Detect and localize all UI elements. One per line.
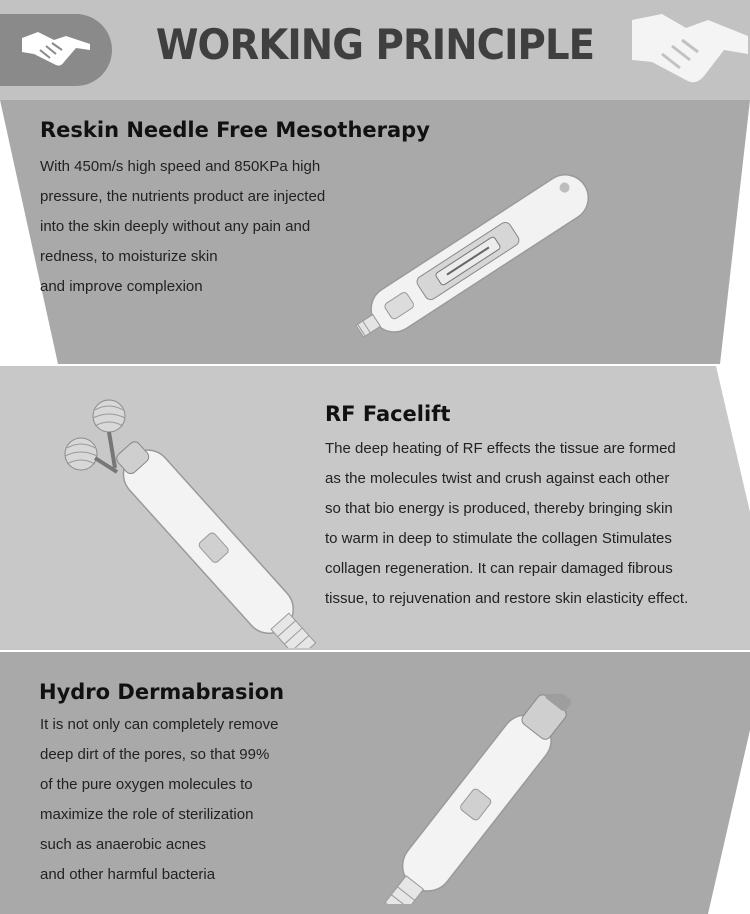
description-line: The deep heating of RF effects the tissue are formed [325, 440, 676, 457]
description-line: It is not only can completely remove [40, 716, 279, 733]
description-line: such as anaerobic acnes [40, 836, 206, 853]
description-line: maximize the role of sterilization [40, 806, 254, 823]
header-banner [0, 0, 750, 100]
section-hydro-dermabrasion [0, 650, 750, 914]
description-line: and improve complexion [40, 278, 203, 295]
description-line: to warm in deep to stimulate the collagen Stimulates [325, 530, 672, 547]
description-line: redness, to moisturize skin [40, 248, 218, 265]
needle-free-injector-pen-image [340, 152, 620, 352]
description-line: With 450m/s high speed and 850KPa high [40, 158, 321, 175]
section-rf-facelift [0, 362, 750, 654]
section-title: Hydro Dermabrasion [39, 680, 285, 704]
page-title: WORKING PRINCIPLE [155, 20, 595, 69]
description-line: pressure, the nutrients product are injected [40, 188, 326, 205]
description-line: of the pure oxygen molecules to [40, 776, 253, 793]
section-description [325, 434, 688, 614]
description-line: and other harmful bacteria [40, 866, 216, 883]
description-line: collagen regeneration. It can repair damaged fibrous [325, 560, 673, 577]
description-line: as the molecules twist and crush against each other [325, 470, 670, 487]
description-line: into the skin deeply without any pain and [40, 218, 311, 235]
section-title: Reskin Needle Free Mesotherapy [40, 118, 430, 142]
description-line: tissue, to rejuvenation and restore skin elasticity effect. [325, 590, 689, 607]
handshake-icon [628, 10, 750, 92]
section-title: RF Facelift [325, 402, 451, 426]
section-mesotherapy [0, 100, 750, 366]
section-description [40, 710, 278, 890]
section-description [40, 152, 325, 302]
hydro-dermabrasion-handpiece-image [330, 694, 620, 904]
description-line: deep dirt of the pores, so that 99% [40, 746, 270, 763]
rf-roller-handpiece-image [55, 398, 335, 648]
description-line: so that bio energy is produced, thereby bringing skin [325, 500, 673, 517]
